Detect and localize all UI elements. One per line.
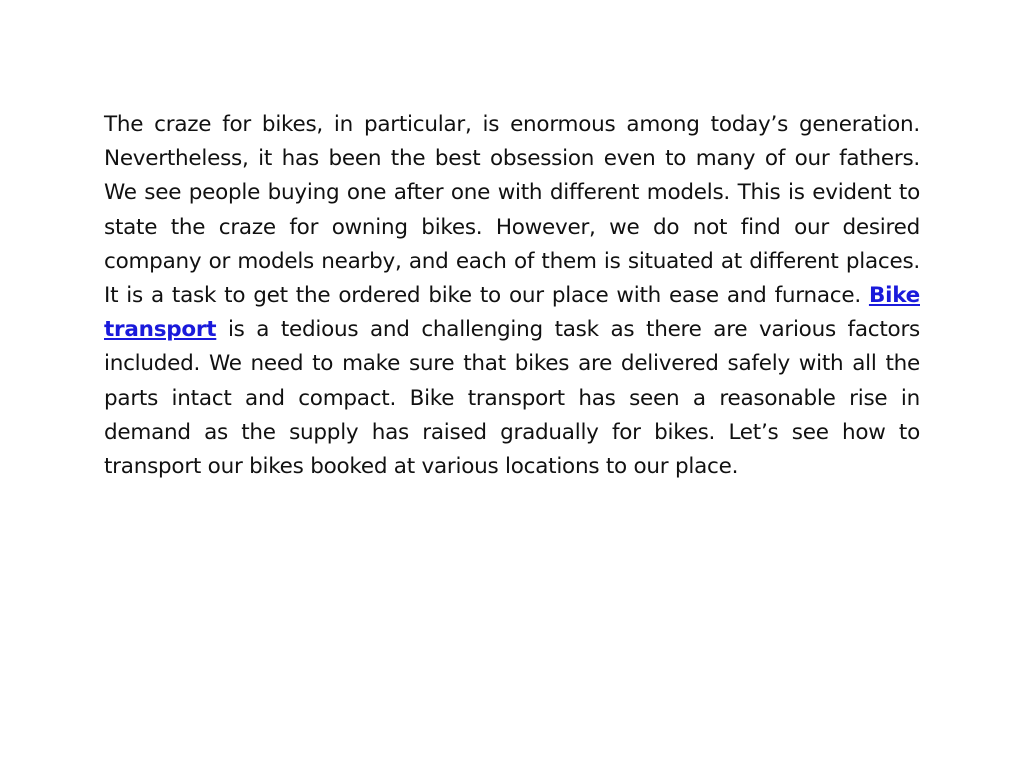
bike-transport-link[interactable]: Bike transport [104,283,920,343]
body-paragraph [104,108,920,484]
paragraph-text-after-link: is a tedious and challenging task as there are various factors included. We need to make sure that bikes are delivered safely with all the parts intact and compact. Bike transport has seen a reasonable rise in demand as the supply has raised gradually for bikes. Let’s see how to transport our bikes booked at various locations to our place. [104,317,920,480]
paragraph-text-before-link: The craze for bikes, in particular, is enormous among today’s generation. Nevertheless, it has been the best obsession even to many of our fathers. We see people buying one after one with different models. This is evident to state the craze for owning bikes. However, we do not find our desired company or models nearby, and each of them is situated at different places. It is a task to get the ordered bike to our place with ease and furnace. [104,112,920,309]
